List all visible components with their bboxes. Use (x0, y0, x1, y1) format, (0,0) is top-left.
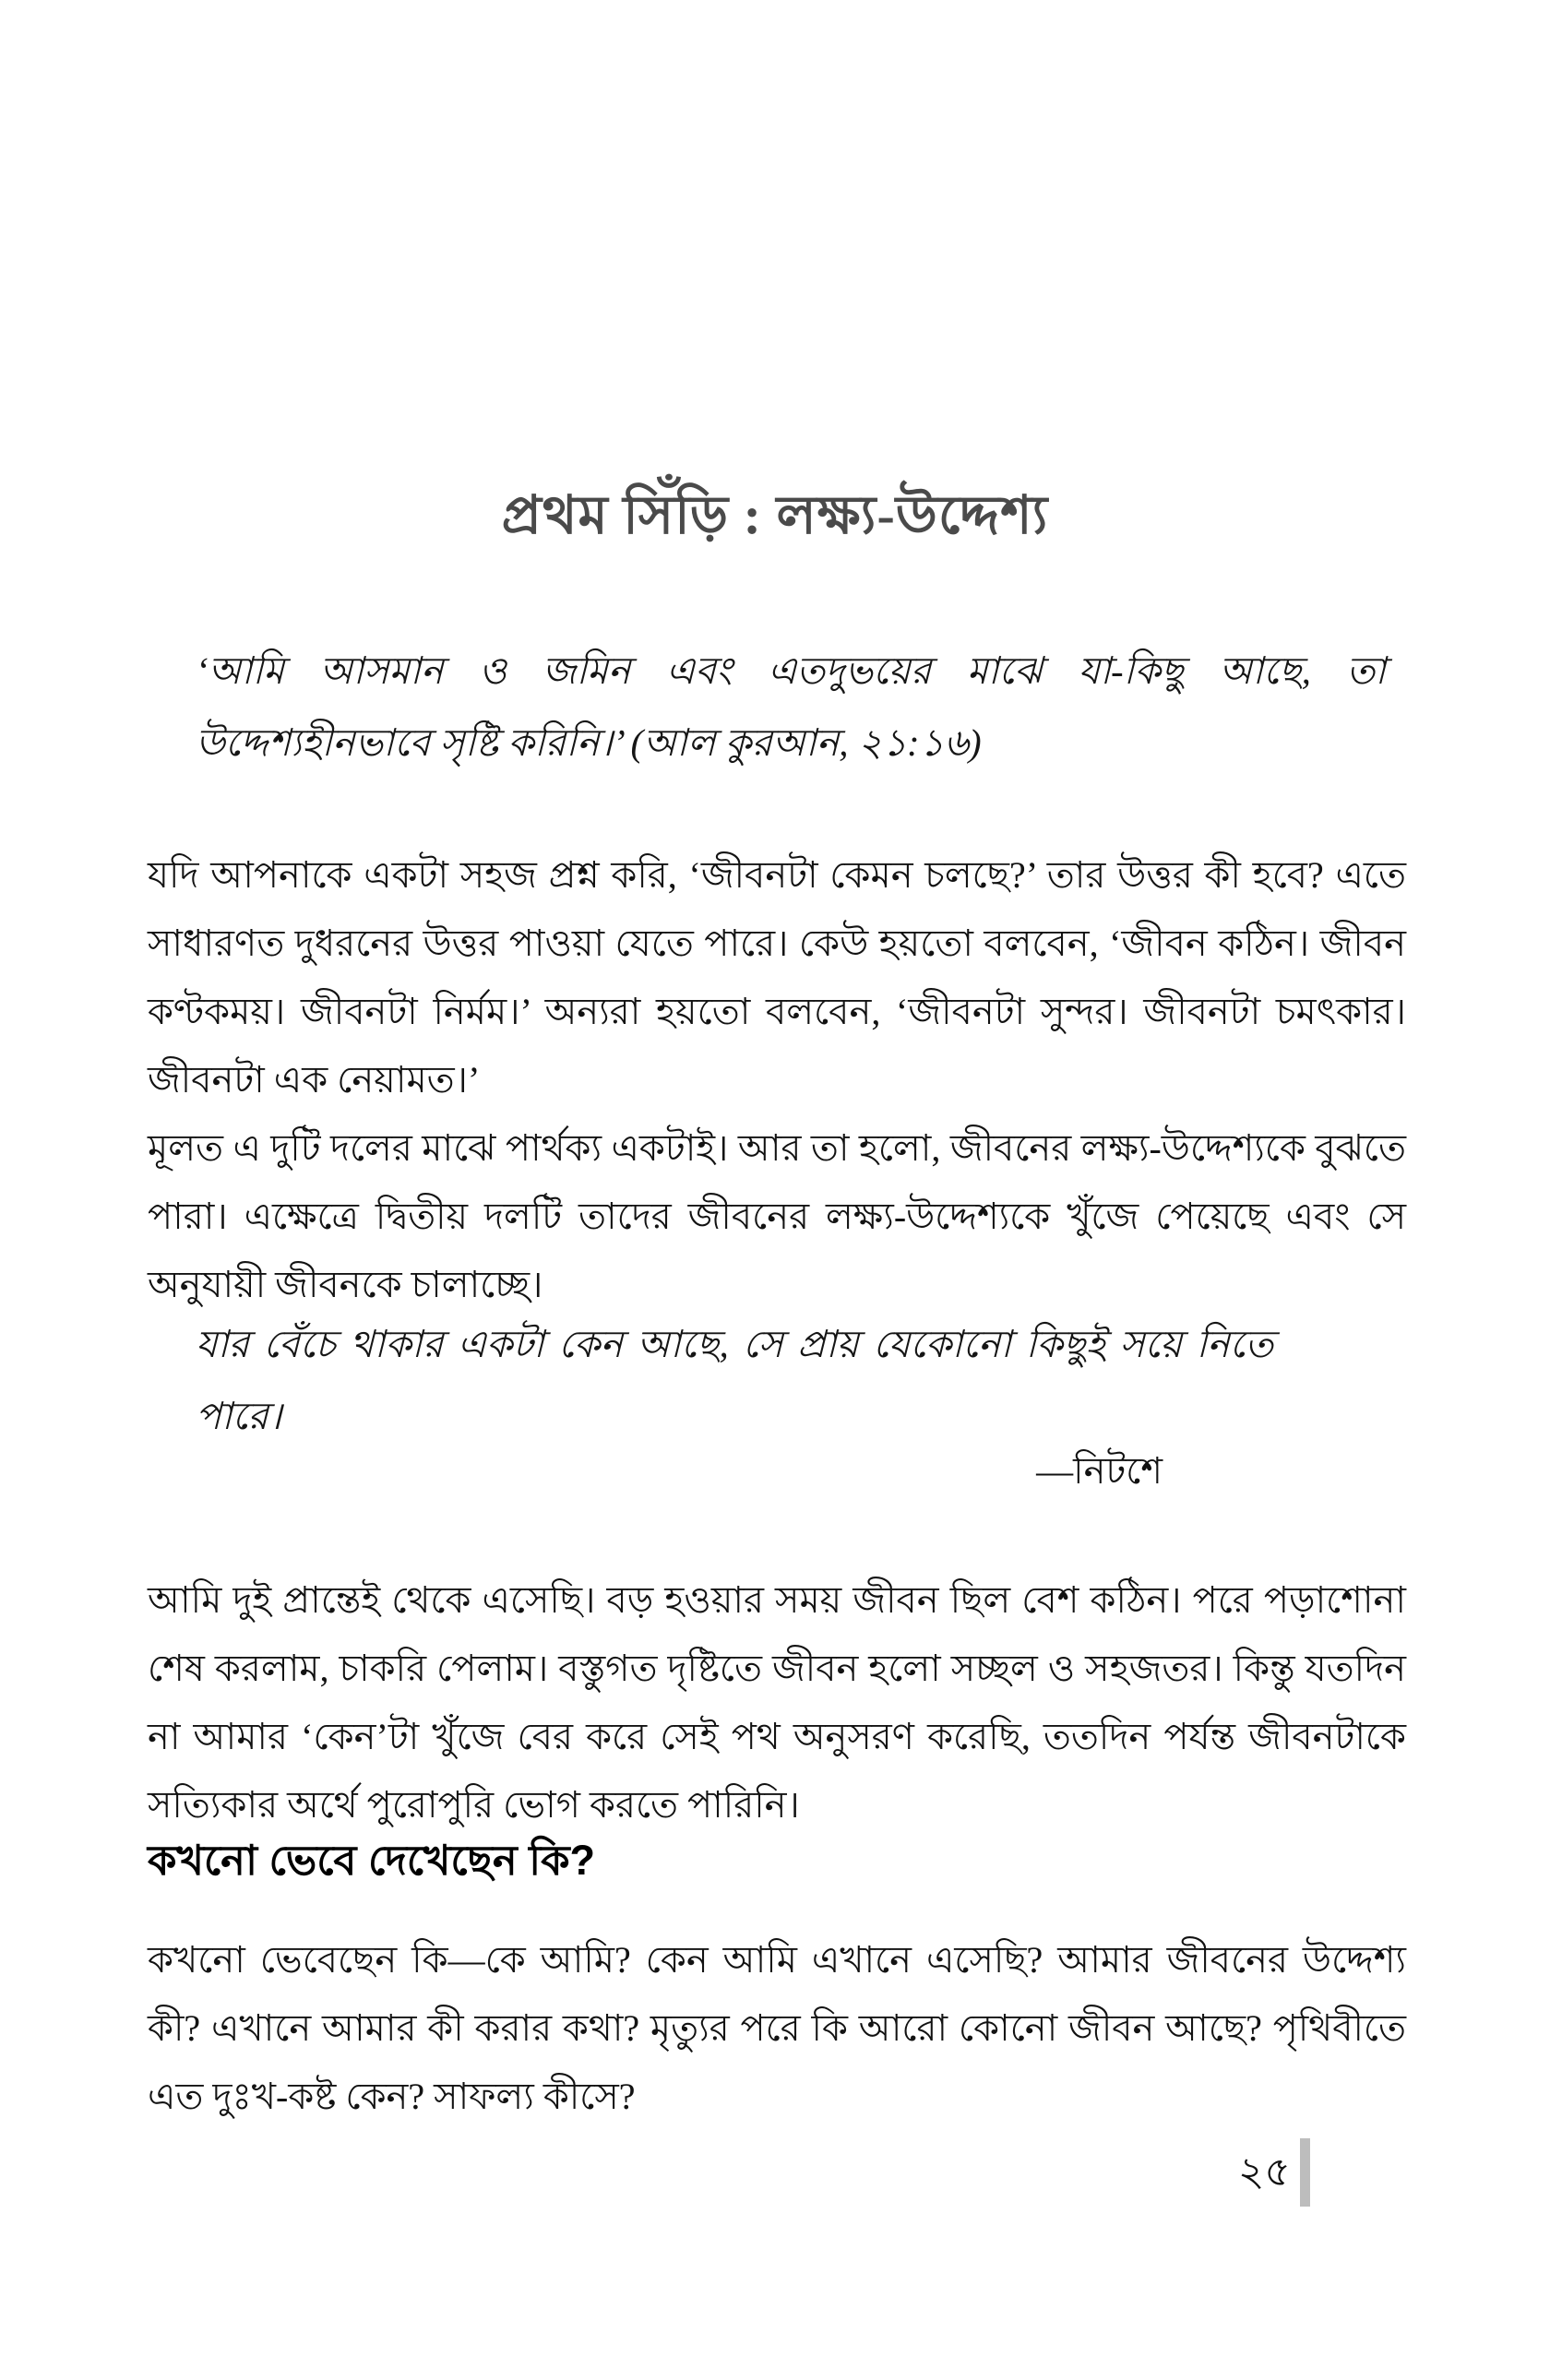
quran-quote-source: (আল কুরআন, ২১:১৬) (630, 721, 982, 764)
nietzsche-attribution: —নিটশে (1036, 1450, 1162, 1492)
paragraph-personal-experience: আমি দুই প্রান্তেই থেকে এসেছি। বড় হওয়ার সময় জীবন ছিল বেশ কঠিন। পরে পড়াশোনা শেষ করলাম, চাকরি পেলাম। বস্তুগত দৃষ্টিতে জীবন হলো সচ্ছল ও সহজতর। কিন্তু যতদিন না আমার ‘কেন’টা খুঁজে বের করে সেই পথ অনুসরণ করেছি, ততদিন পর্যন্ত জীবনটাকে সত্যিকার অর্থে পুরোপুরি ভোগ করতে পারিনি। (148, 1579, 1406, 1826)
quran-quote-block (196, 635, 1386, 779)
paragraph-two-groups: মূলত এ দুটি দলের মাঝে পার্থক্য একটাই। আর তা হলো, জীবনের লক্ষ্য-উদ্দেশ্যকে বুঝতে পারা। এক্ষেত্রে দ্বিতীয় দলটি তাদের জীবনের লক্ষ্য-উদ্দেশ্যকে খুঁজে পেয়েছে এবং সে অনুযায়ী জীবনকে চালাচ্ছে। (148, 1127, 1406, 1305)
chapter-title: প্রথম সিঁড়ি : লক্ষ্য-উদ্দেশ্য (501, 484, 1049, 545)
nietzsche-quote-block: যার বেঁচে থাকার একটা কেন আছে, সে প্রায় যেকোনো কিছুই সয়ে নিতে পারে। (196, 1323, 1273, 1437)
paragraph-life-question: যদি আপনাকে একটা সহজ প্রশ্ন করি, ‘জীবনটা কেমন চলছে?’ তার উত্তর কী হবে? এতে সাধারণত দুধরনের উত্তর পাওয়া যেতে পারে। কেউ হয়তো বলবেন, ‘জীবন কঠিন। জীবন কণ্টকময়। জীবনটা নির্মম।’ অন্যরা হয়তো বলবেন, ‘জীবনটা সুন্দর। জীবনটা চমৎকার। জীবনটা এক নেয়ামত।’ (148, 854, 1406, 1101)
page-number-rule (1300, 2138, 1310, 2207)
section-heading-have-you-thought: কখনো ভেবে দেখেছেন কি? (148, 1837, 596, 1885)
paragraph-existential-questions: কখনো ভেবেছেন কি—কে আমি? কেন আমি এখানে এসেছি? আমার জীবনের উদ্দেশ্য কী? এখানে আমার কী করার কথা? মৃত্যুর পরে কি আরো কোনো জীবন আছে? পৃথিবীতে এত দুঃখ-কষ্ট কেন? সাফল্য কীসে? (148, 1939, 1406, 2117)
page-number: ২৫ (1237, 2149, 1291, 2195)
quran-quote-text: ‘আমি আসমান ও জমিন এবং এতদুভয়ের মাঝে যা-কিছু আছে, তা উদ্দেশ্যহীনভাবে সৃষ্টি করিনি।’ (196, 649, 1386, 764)
page-footer (1238, 2138, 1310, 2207)
